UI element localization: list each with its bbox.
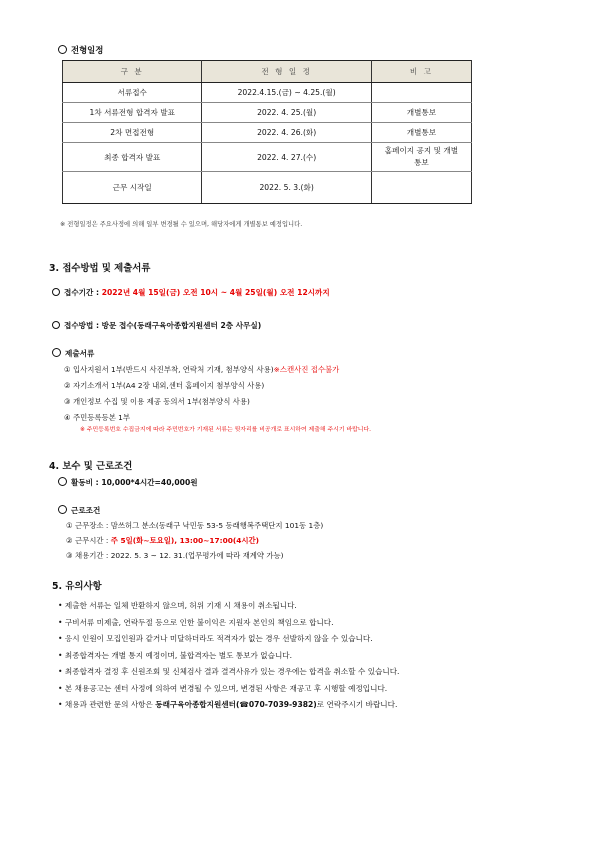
table-cell bbox=[371, 83, 471, 103]
circle-bullet-icon bbox=[52, 348, 61, 357]
list-item: • 본 채용공고는 센터 사정에 의하여 변경될 수 있으며, 변경된 사항은 재공고 후 시행할 예정입니다. bbox=[58, 683, 388, 693]
list-item: • 제출한 서류는 일체 반환하지 않으며, 허위 기재 시 채용이 취소됩니다. bbox=[58, 601, 297, 610]
cond-item: ① 근무장소 : 맘쓰허그 분소(동래구 낙민동 53-5 동래행복주택단지 101동 1층) bbox=[66, 521, 324, 530]
period-label: 접수기간 : bbox=[64, 288, 100, 297]
cond-item: ② 근무시간 : 주 5일(화~토요일), 13:00~17:00(4시간) bbox=[66, 536, 260, 545]
period-line bbox=[52, 287, 330, 298]
table-cell: 2022. 5. 3.(화) bbox=[202, 172, 371, 204]
section4-title: 4. 보수 및 근로조건 bbox=[49, 461, 133, 472]
table-cell: 2022. 4. 27.(수) bbox=[202, 143, 371, 172]
table-row bbox=[63, 143, 472, 172]
table-cell: 2022. 4. 26.(화) bbox=[202, 123, 371, 143]
circle-bullet-icon bbox=[58, 505, 67, 514]
table-cell: 최종 합격자 발표 bbox=[63, 143, 202, 172]
table-header-cell: 비 고 bbox=[371, 61, 471, 83]
contact-info: 동래구육아종합지원센터(☎070-7039-9382) bbox=[155, 700, 317, 709]
circle-bullet-icon bbox=[58, 477, 67, 486]
work-hours-value: 주 5일(화~토요일), 13:00~17:00(4시간) bbox=[110, 536, 260, 545]
list-item: • 구비서류 미제출, 연락두절 등으로 인한 불이익은 지원자 본인의 책임으로 합니다. bbox=[58, 617, 334, 627]
table-cell: 2차 면접전형 bbox=[63, 123, 202, 143]
cond-item: ③ 채용기간 : 2022. 5. 3 ~ 12. 31.(업무평가에 따라 재계약 가능) bbox=[66, 551, 284, 560]
table-cell: 근무 시작일 bbox=[63, 172, 202, 204]
doc-item: ① 입사지원서 1부(반드시 사진부착, 연락처 기재, 첨부양식 사용)※스캔사진 접수불가 bbox=[64, 365, 340, 374]
doc-item: ③ 개인정보 수집 및 이용 제공 동의서 1부(첨부양식 사용) bbox=[64, 397, 250, 406]
method-line bbox=[52, 320, 261, 331]
section3-title: 3. 접수방법 및 제출서류 bbox=[49, 263, 151, 274]
period-value: 2022년 4월 15일(금) 오전 10시 ~ 4월 25일(월) 오전 12시까지 bbox=[101, 288, 330, 297]
table-row bbox=[63, 172, 472, 204]
schedule-table bbox=[62, 60, 472, 204]
schedule-heading: 전형일정 bbox=[58, 44, 103, 56]
table-cell bbox=[371, 172, 471, 204]
table-row bbox=[63, 123, 472, 143]
circle-bullet-icon bbox=[58, 45, 67, 54]
section5-title: 5. 유의사항 bbox=[52, 581, 102, 592]
table-cell: 1차 서류전형 합격자 발표 bbox=[63, 103, 202, 123]
table-cell: 2022. 4. 25.(월) bbox=[202, 103, 371, 123]
list-item: • 응시 인원이 모집인원과 같거나 미달하더라도 적격자가 없는 경우 선발하지 않을 수 있습니다. bbox=[58, 634, 373, 643]
cond-heading: 근로조건 bbox=[58, 505, 100, 516]
list-item: • 채용과 관련한 문의 사항은 동래구육아종합지원센터(☎070-7039-9382)로 연락주시기 바랍니다. bbox=[58, 700, 398, 709]
doc-item: ② 자기소개서 1부(A4 2장 내외,센터 홈페이지 첨부양식 사용) bbox=[64, 381, 265, 390]
docs-heading: 제출서류 bbox=[52, 348, 94, 359]
table-cell: 개별통보 bbox=[371, 103, 471, 123]
doc-warning: ※스캔사진 접수불가 bbox=[273, 365, 340, 374]
docs-note: ※ 주민등록번호 수집금지에 따라 주민번호가 기재된 서류는 뒷자리를 비공개로 표시하여 제출해 주시기 바랍니다. bbox=[80, 427, 372, 433]
circle-bullet-icon bbox=[52, 288, 60, 296]
circle-bullet-icon bbox=[52, 321, 60, 329]
table-cell: 홈페이지 공지 및 개별 통보 bbox=[371, 143, 471, 172]
method-text: 접수방법 : 방문 접수(동래구육아종합지원센터 2층 사무실) bbox=[64, 321, 262, 330]
table-row bbox=[63, 83, 472, 103]
table-header-cell: 구 분 bbox=[63, 61, 202, 83]
table-cell: 서류접수 bbox=[63, 83, 202, 103]
doc-item: ④ 주민등록등본 1부 bbox=[64, 413, 131, 422]
list-item: • 최종합격자는 개별 통지 예정이며, 불합격자는 별도 통보가 없습니다. bbox=[58, 650, 293, 660]
notice-list bbox=[58, 598, 399, 714]
schedule-note: ※ 전형일정은 주요사정에 의해 일부 변경될 수 있으며, 해당자에게 개별통보 예정입니다. bbox=[60, 221, 303, 228]
list-item: • 최종합격자 결정 후 신원조회 및 신체검사 결과 결격사유가 있는 경우에는 합격을 취소할 수 있습니다. bbox=[58, 667, 400, 676]
table-header-row bbox=[63, 61, 472, 83]
table-row bbox=[63, 103, 472, 123]
pay-line: 활동비 : 10,000*4시간=40,000원 bbox=[58, 477, 198, 488]
table-cell: 2022.4.15.(금) ~ 4.25.(월) bbox=[202, 83, 371, 103]
table-cell: 개별통보 bbox=[371, 123, 471, 143]
table-header-cell: 전 형 일 정 bbox=[202, 61, 371, 83]
